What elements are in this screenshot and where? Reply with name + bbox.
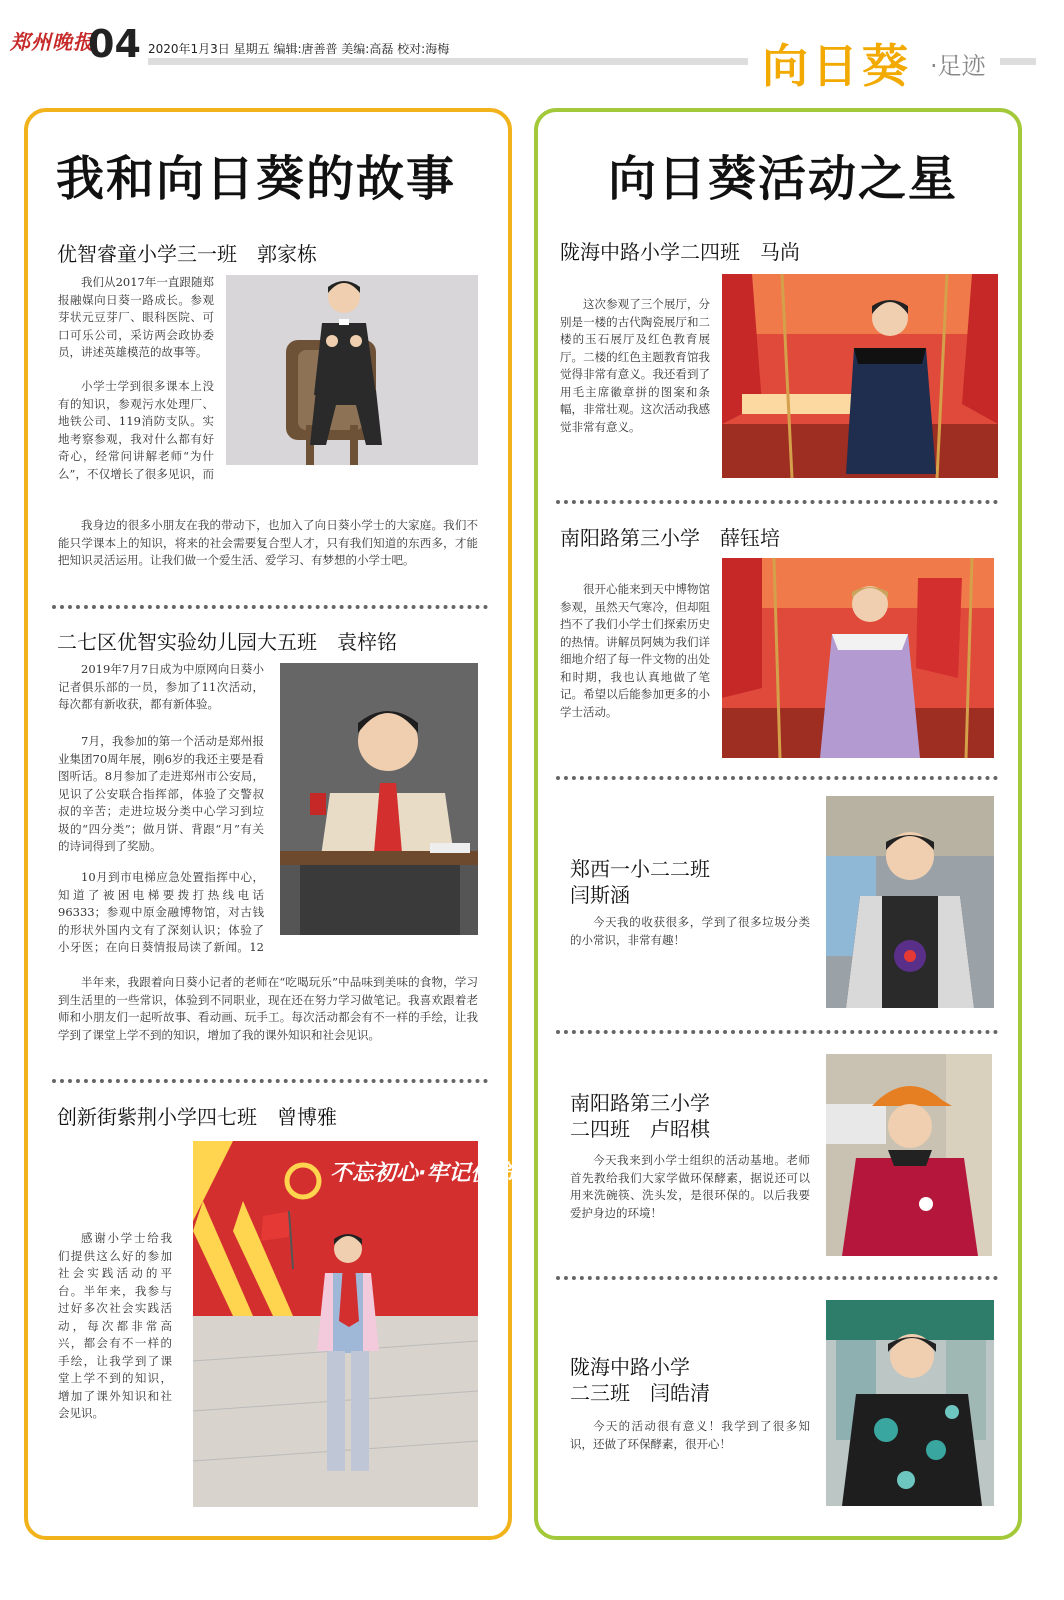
divider bbox=[556, 500, 998, 504]
header-divider bbox=[148, 58, 748, 65]
story2-paragraph-4: 半年来，我跟着向日葵小记者的老师在“吃喝玩乐”中品味到美味的食物，学习到生活里的一些常识，体验到不同职业，现在还在努力学习做笔记。我喜欢跟着老师和小朋友们一起听故事、看动画、玩手工。每次活动都会有不一样的手绘，让我学到了课堂上学不到的知识，增加了我的课外知识和社会见识。 bbox=[58, 975, 478, 1042]
star3-text: 今天我的收获很多，学到了很多垃圾分类的小常识，非常有趣！ bbox=[570, 915, 810, 947]
story2-heading: 二七区优智实验幼儿园大五班 袁梓铭 bbox=[57, 630, 397, 654]
divider bbox=[52, 605, 488, 609]
star1-heading: 陇海中路小学二四班 马尚 bbox=[560, 240, 800, 264]
story2-photo bbox=[280, 663, 478, 935]
star2-heading: 南阳路第三小学 薛钰培 bbox=[560, 526, 780, 550]
story1-heading: 优智睿童小学三一班 郭家栋 bbox=[57, 242, 317, 266]
story2-paragraph-3: 10月到市电梯应急处置指挥中心，知道了被困电梯要拨打热线电话96333；参观中原金融博物馆，对古钱的形状外国内文有了深刻认识；体验了小牙医；在向日葵情报局读了新闻。12 bbox=[58, 870, 264, 954]
star4-text: 今天我来到小学士组织的活动基地。老师首先教给我们大家学做环保酵素，据说还可以用来洗碗筷、洗头发，是很环保的。以后我要爱护身边的环境！ bbox=[570, 1153, 810, 1220]
star5-heading bbox=[570, 1354, 710, 1406]
star3-photo bbox=[826, 796, 994, 1008]
story1-photo bbox=[226, 275, 478, 465]
story3-paragraph: 感谢小学士给我们提供这么好的参加社会实践活动的平台。半年来，我参与过好多次社会实践活动，每次都非常高兴，都会有不一样的手绘，让我学到了课堂上学不到的知识，增加了课外知识和社会见识。 bbox=[58, 1231, 172, 1420]
story1-paragraph-1: 我们从2017年一直跟随郑报融媒向日葵一路成长。参观芽状元豆芽厂、眼科医院、可口可乐公司，采访两会政协委员，讲述英雄模范的故事等。 bbox=[58, 275, 214, 359]
star4-heading bbox=[570, 1090, 710, 1142]
divider bbox=[556, 776, 998, 780]
star4-photo bbox=[826, 1054, 992, 1256]
star3-heading-line2: 闫斯涵 bbox=[570, 883, 630, 907]
story2-paragraph-1: 2019年7月7日成为中原网向日葵小记者俱乐部的一员，参加了11次活动，每次都有新收获，都有新体验。 bbox=[58, 662, 264, 711]
star5-photo bbox=[826, 1300, 994, 1506]
story2-paragraph-2: 7月，我参加的第一个活动是郑州报业集团70周年展，刚6岁的我还主要是看图听话。8月参加了走进郑州市公安局，见识了公安联合指挥部，体验了交警叔叔的辛苦；走进垃圾分类中心学习到垃圾的“四分类”；做月饼、背跟“月”有关的诗词得到了奖励。 bbox=[58, 734, 264, 853]
star4-heading-line1: 南阳路第三小学 bbox=[570, 1091, 710, 1115]
header-divider-right bbox=[1000, 58, 1036, 65]
header-info: 2020年1月3日 星期五 编辑:唐善普 美编:高磊 校对:海梅 bbox=[148, 42, 450, 56]
star1-text: 这次参观了三个展厅，分别是一楼的古代陶瓷展厅和二楼的玉石展厅及红色教育展厅。二楼的红色主题教育馆我觉得非常有意义。我还看到了用毛主席徽章拼的图案和条幅，非常壮观。这次活动我感觉非常有意义。 bbox=[560, 297, 710, 434]
divider bbox=[556, 1030, 998, 1034]
right-panel-title: 向日葵活动之星 bbox=[608, 151, 959, 207]
star1-photo bbox=[722, 274, 998, 478]
story3-photo bbox=[193, 1141, 478, 1507]
section-subtitle: ·足迹 bbox=[930, 52, 986, 80]
story1-paragraph-3: 我身边的很多小朋友在我的带动下，也加入了向日葵小学士的大家庭。我们不能只学课本上的知识，将来的社会需要复合型人才，只有我们知道的东西多，才能把知识灵活运用。让我们做一个爱生活、爱学习、有梦想的小学士吧。 bbox=[58, 518, 478, 567]
star3-heading-line1: 郑西一小二二班 bbox=[570, 857, 710, 881]
star3-heading bbox=[570, 856, 710, 908]
left-panel-title: 我和向日葵的故事 bbox=[56, 151, 457, 207]
star5-heading-line2: 二三班 闫皓清 bbox=[570, 1381, 710, 1405]
star4-heading-line2: 二四班 卢昭棋 bbox=[570, 1117, 710, 1141]
divider bbox=[556, 1276, 998, 1280]
star2-text: 很开心能来到天中博物馆参观，虽然天气寒冷，但却阻挡不了我们小学士们探索历史的热情。讲解员阿姨为我们详细地介绍了每一件文物的出处和时期，我也认真地做了笔记。希望以后能参加更多的小学士活动。 bbox=[560, 582, 710, 719]
story3-heading: 创新街紫荆小学四七班 曾博雅 bbox=[57, 1105, 337, 1129]
star5-text: 今天的活动很有意义！我学到了很多知识，还做了环保酵素，很开心！ bbox=[570, 1419, 810, 1451]
section-title: 向日葵 bbox=[762, 39, 912, 93]
page-number: 04 bbox=[88, 22, 141, 66]
masthead-logo: 郑州晚报 bbox=[10, 30, 94, 54]
banner-slogan: 不忘初心·牢记使命 bbox=[330, 1161, 515, 1186]
star5-heading-line1: 陇海中路小学 bbox=[570, 1355, 690, 1379]
story1-paragraph-2: 小学士学到很多课本上没有的知识，参观污水处理厂、地铁公司、119消防支队。实地考察参观，我对什么都有好奇心，经常问讲解老师“为什么”，不仅增长了很多见识，而 bbox=[58, 379, 214, 481]
star2-photo bbox=[722, 558, 994, 758]
divider bbox=[52, 1079, 488, 1083]
